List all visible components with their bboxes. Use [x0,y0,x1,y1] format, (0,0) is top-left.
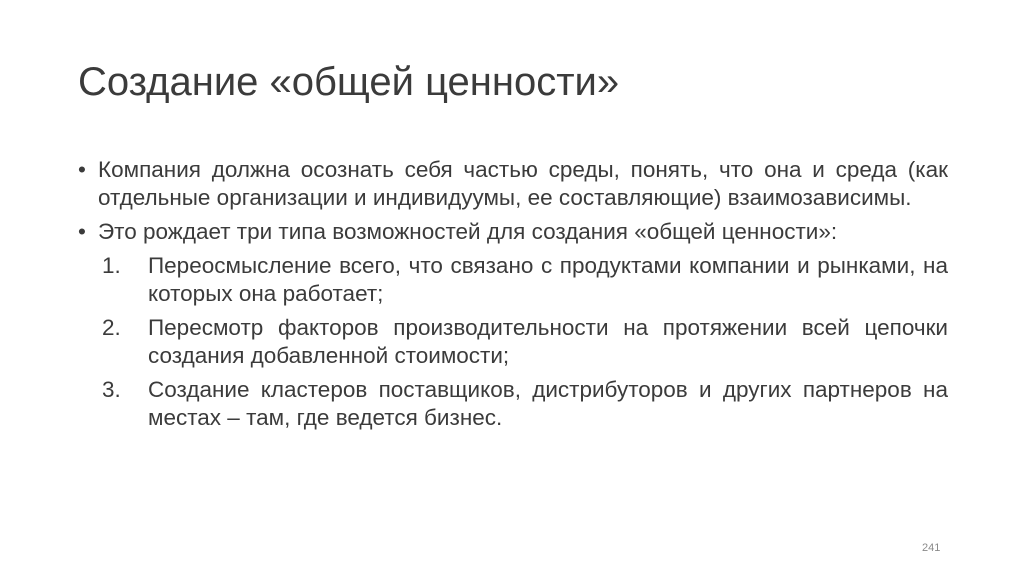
page-number: 241 [922,542,941,554]
bullet-item [78,218,948,246]
bullet-marker: • [78,157,86,182]
numbered-text: Пересмотр факторов производительности на протяжении всей цепочки создания добавленной стоимости; [148,315,948,368]
number-marker: 1. [102,253,121,278]
slide-content [78,156,948,438]
numbered-item [78,252,948,308]
bullet-marker: • [78,219,86,244]
slide-title: Создание «общей ценности» [78,60,620,104]
number-marker: 2. [102,315,121,340]
numbered-text: Переосмысление всего, что связано с продуктами компании и рынками, на которых она работает; [148,253,948,306]
bullet-item [78,156,948,212]
numbered-item [78,376,948,432]
number-marker: 3. [102,377,121,402]
numbered-text: Создание кластеров поставщиков, дистрибуторов и других партнеров на местах – там, где ведется бизнес. [148,377,948,430]
bullet-text: Компания должна осознать себя частью среды, понять, что она и среда (как отдельные организации и индивидуумы, ее составляющие) взаимозависимы. [98,157,948,210]
numbered-item [78,314,948,370]
bullet-text: Это рождает три типа возможностей для создания «общей ценности»: [98,219,838,244]
